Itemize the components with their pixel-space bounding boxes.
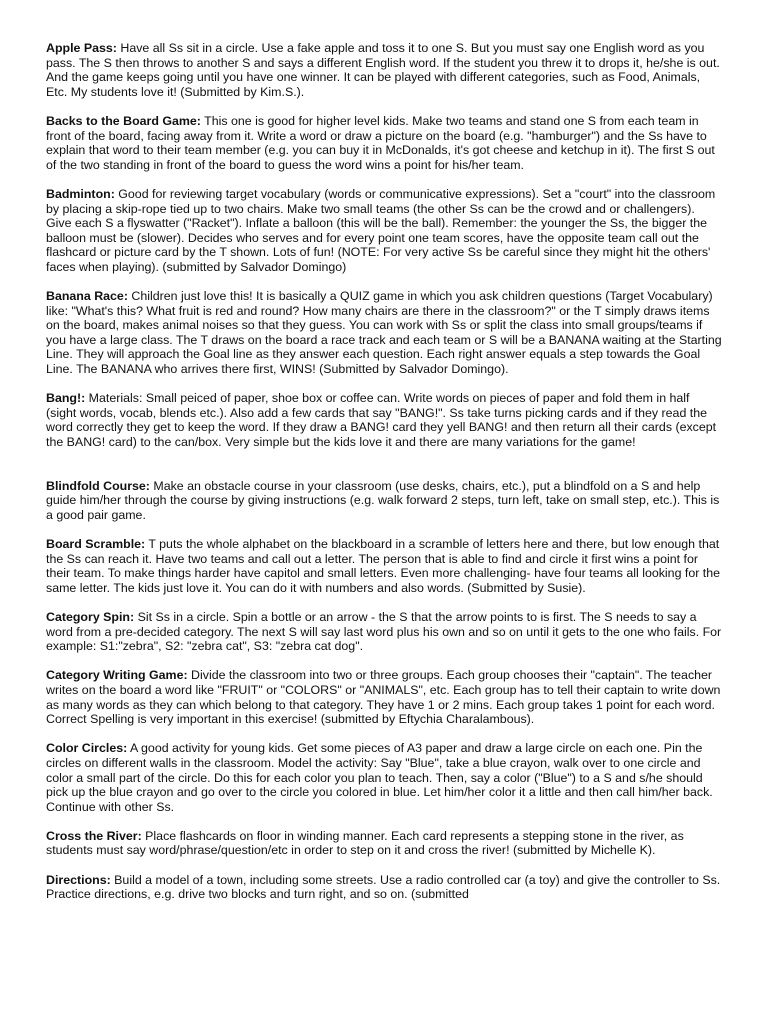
game-description: Sit Ss in a circle. Spin a bottle or an arrow - the S that the arrow points to is first. The S needs to say a word from a pre-decided category. The next S will say last word plus his own and so on until it gets to the one who fails. For example: S1:"zebra", S2: "zebra cat", S3: "zebra cat dog". — [46, 609, 722, 654]
game-description: Good for reviewing target vocabulary (words or communicative expressions). Set a "court" into the classroom by placing a skip-rope tied up to two chairs. Make two small teams (the other Ss can be the crowd and or challengers). Give each S a flyswatter ("Racket"). Inflate a balloon (this will be the ball). Remember: the younger the Ss, the bigger the balloon must be (slower). Decides who serves and for every point one team scores, have the opposite team call out the flashcard or picture card by the T shown. Lots of fun! (NOTE: For very active Ss be careful since they might hit the others' faces when playing). (submitted by Salvador Domingo) — [46, 186, 716, 274]
game-description: Make an obstacle course in your classroom (use desks, chairs, etc.), put a blindfold on a S and help guide him/her through the course by giving instructions (e.g. walk forward 2 steps, turn left, take on small step, etc.). This is a good pair game. — [46, 478, 720, 522]
game-description: Place flashcards on floor in winding manner. Each card represents a stepping stone in the river, as students must say word/phrase/question/etc in order to step on it and cross the river! (submitted by Michelle K). — [46, 828, 684, 858]
game-title: Backs to the Board Game: — [46, 113, 201, 128]
game-description: This one is good for higher level kids. Make two teams and stand one S from each team in front of the board, facing away from it. Write a word or draw a picture on the board (e.g. "hamburger") and the Ss have to explain that word to their team member (e.g. you can buy it in McDonalds, it's got cheese and ketchup in it). The first S out of the two standing in front of the board to guess the word wins a point for his/her team. — [46, 113, 715, 172]
game-title: Badminton: — [46, 186, 115, 201]
game-description: Materials: Small peiced of paper, shoe box or coffee can. Write words on pieces of paper and fold them in half (sight words, vocab, blends etc.). Also add a few cards that say "BANG!". Ss take turns picking cards and if they read the word correctly they get to keep the word. If they draw a BANG! card they yell BANG! and then return all their cards (except the BANG! card) to the can/box. Very simple but the kids love it and there are many variations for the game! — [46, 391, 717, 450]
game-title: Apple Pass: — [46, 41, 117, 55]
game-description: T puts the whole alphabet on the blackboard in a scramble of letters here and there, but low enough that the Ss can reach it. Have two teams and call out a letter. The person that is able to find and circle it first wins a point for their team. To make things harder have capitol and small letters. Even more challenging- have four teams all looking for the same letter. The kids just love it. You can do it with numbers and also words. (Submitted by Susie). — [46, 537, 721, 595]
game-title: Category Writing Game: — [46, 668, 188, 683]
game-title: Cross the River: — [46, 828, 142, 843]
game-entry-badminton — [46, 187, 722, 275]
game-description: Children just love this! It is basically a QUIZ game in which you ask children questions (Target Vocabulary) like: "What's this? What fruit is red and round? How many chairs are there in the classroom?" or the T simply draws items on the board, makes animal noises so that they guess. You can work with Ss or split the class into small groups/teams if you have a large class. The T draws on the board a race track and each team or S will be a BANANA waiting at the Starting Line. They will approach the Goal line as they answer each question. Each right answer equals a step towards the Goal Line. The BANANA who arrives there first, WINS! (Submitted by Salvador Domingo). — [46, 289, 722, 377]
game-title: Board Scramble: — [46, 537, 146, 551]
game-description: A good activity for young kids. Get some pieces of A3 paper and draw a large circle on each one. Pin the circles on different walls in the classroom. Model the activity: Say "Blue", take a blue crayon, walk over to one circle and color a small part of the circle. Do this for each color you plan to teach. Then, say a color ("Blue") to a S and s/he should pick up the blue crayon and go over to the circle you colored in blue. Let him/her color it a little and then call him/her back. Continue with other Ss. — [46, 741, 713, 814]
game-entry-cross-the-river — [46, 829, 722, 858]
game-entry-color-circles — [46, 741, 722, 814]
game-entry-bang — [46, 391, 722, 449]
game-entry-category-spin — [46, 610, 722, 654]
game-description: Build a model of a town, including some streets. Use a radio controlled car (a toy) and give the controller to Ss. Practice directions, e.g. drive two blocks and turn right, and so on. (submitted — [46, 872, 721, 902]
game-title: Banana Race: — [46, 289, 128, 304]
game-title: Blindfold Course: — [46, 478, 150, 493]
game-entry-directions — [46, 873, 722, 902]
game-description: Divide the classroom into two or three groups. Each group chooses their "captain". The teacher writes on the board a word like "FRUIT" or "COLORS" or "ANIMALS", etc. Each group has to tell their captain to write down as many words as they can which belong to that category. They have 1 or 2 mins. Each group takes 1 point for each word. Correct Spelling is very important in this exercise! (submitted by Eftychia Charalambous). — [46, 668, 721, 727]
game-title: Directions: — [46, 872, 111, 887]
game-entry-backs-to-the-board — [46, 114, 722, 172]
game-title: Category Spin: — [46, 609, 135, 624]
game-description: Have all Ss sit in a circle. Use a fake apple and toss it to one S. But you must say one English word as you pass. The S then throws to another S and says a different English word. If the student you threw it to drops it, he/she is out. And the game keeps going until you have one winner. It can be played with different categories, such as Food, Animals, Etc. My students love it! (Submitted by Kim.S.). — [46, 41, 720, 99]
game-entry-blindfold-course — [46, 479, 722, 523]
game-entry-apple-pass — [46, 41, 722, 99]
game-title: Bang!: — [46, 391, 86, 406]
game-entry-board-scramble — [46, 537, 722, 595]
game-title: Color Circles: — [46, 741, 128, 756]
game-entry-banana-race — [46, 289, 722, 377]
game-entry-category-writing-game — [46, 668, 722, 726]
